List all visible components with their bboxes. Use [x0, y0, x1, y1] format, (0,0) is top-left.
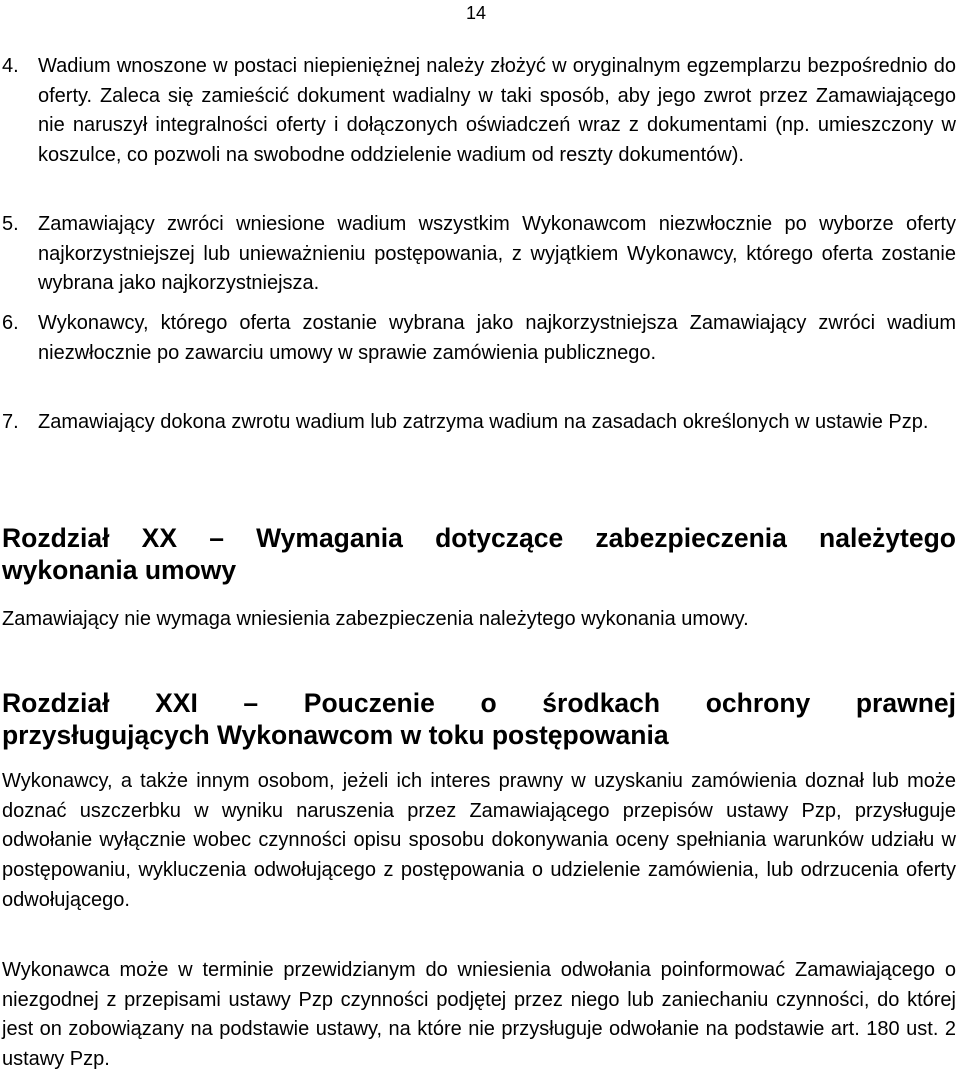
- page-number: 14: [466, 3, 487, 23]
- heading-word: dotyczące: [435, 523, 564, 553]
- section-xxi-heading: [2, 687, 956, 751]
- heading-word: XXI: [155, 688, 198, 718]
- list-item-7: [2, 408, 956, 438]
- section-xx-heading: [2, 522, 956, 586]
- heading-line-2: wykonania umowy: [2, 555, 237, 585]
- list-item-number: 5.: [2, 213, 19, 235]
- list-item-text: Zamawiający dokona zwrotu wadium lub zatrzyma wadium na zasadach określonych w ustawie Pzp.: [38, 411, 929, 433]
- list-item-text: Zamawiający zwróci wniesione wadium wszystkim Wykonawcom niezwłocznie po wyborze oferty najkorzystniejszej lub unieważnieniu postępowania, z wyjątkiem Wykonawcy, którego oferta zostanie wybrana jako najkorzystniejsza.: [38, 213, 956, 295]
- heading-word: o: [480, 688, 497, 718]
- heading-word: ochrony: [705, 688, 811, 718]
- list-item-text: Wadium wnoszone w postaci niepieniężnej należy złożyć w oryginalnym egzemplarzu bezpośrednio do oferty. Zaleca się zamieścić dokument wadialny w taki sposób, aby jego zwrot przez Zamawiającego nie naruszył integralności oferty i dołączonych oświadczeń wraz z dokumentami (np. umieszczony w koszulce, co pozwoli na swobodne oddzielenie wadium od reszty dokumentów).: [38, 55, 956, 167]
- list-item-number: 6.: [2, 312, 19, 334]
- heading-word: prawnej: [855, 688, 956, 718]
- heading-line-2: przysługujących Wykonawcom w toku postępowania: [2, 720, 669, 750]
- heading-word: zabezpieczenia: [595, 523, 787, 553]
- section-xx-body: Zamawiający nie wymaga wniesienia zabezpieczenia należytego wykonania umowy.: [2, 608, 749, 630]
- heading-word: Rozdział: [2, 688, 110, 718]
- section-xxi-paragraph-2: Wykonawca może w terminie przewidzianym do wniesienia odwołania poinformować Zamawiającego o niezgodnej z przepisami ustawy Pzp czynności podjętej przez niego lub zaniechaniu czynności, do której jest on zobowiązany na podstawie ustawy, na które nie przysługuje odwołanie na podstawie art. 180 ust. 2 ustawy Pzp.: [2, 959, 956, 1071]
- heading-word: należytego: [819, 523, 956, 553]
- list-item-4: [2, 52, 956, 171]
- list-item-5: [2, 210, 956, 299]
- heading-word: Pouczenie: [303, 688, 435, 718]
- heading-word: XX: [141, 523, 178, 553]
- heading-line-1: [2, 522, 956, 554]
- list-item-number: 7.: [2, 411, 19, 433]
- list-item-6: [2, 309, 956, 368]
- list-item-number: 4.: [2, 55, 19, 77]
- heading-word: –: [243, 688, 259, 718]
- list-item-text: Wykonawcy, którego oferta zostanie wybrana jako najkorzystniejsza Zamawiający zwróci wadium niezwłocznie po zawarciu umowy w sprawie zamówienia publicznego.: [38, 312, 956, 364]
- heading-word: środkach: [542, 688, 661, 718]
- heading-word: Rozdział: [2, 523, 110, 553]
- heading-word: –: [209, 523, 224, 553]
- heading-word: Wymagania: [256, 523, 403, 553]
- heading-line-1: [2, 687, 956, 719]
- section-xxi-paragraph-1: Wykonawcy, a także innym osobom, jeżeli ich interes prawny w uzyskaniu zamówienia doznał lub może doznać uszczerbku w wyniku naruszenia przez Zamawiającego przepisów ustawy Pzp, przysługuje odwołanie wyłącznie wobec czynności opisu sposobu dokonywania oceny spełniania warunków udziału w postępowaniu, wykluczenia odwołującego z postępowania o udzielenie zamówienia, lub odrzucenia oferty odwołującego.: [2, 770, 956, 911]
